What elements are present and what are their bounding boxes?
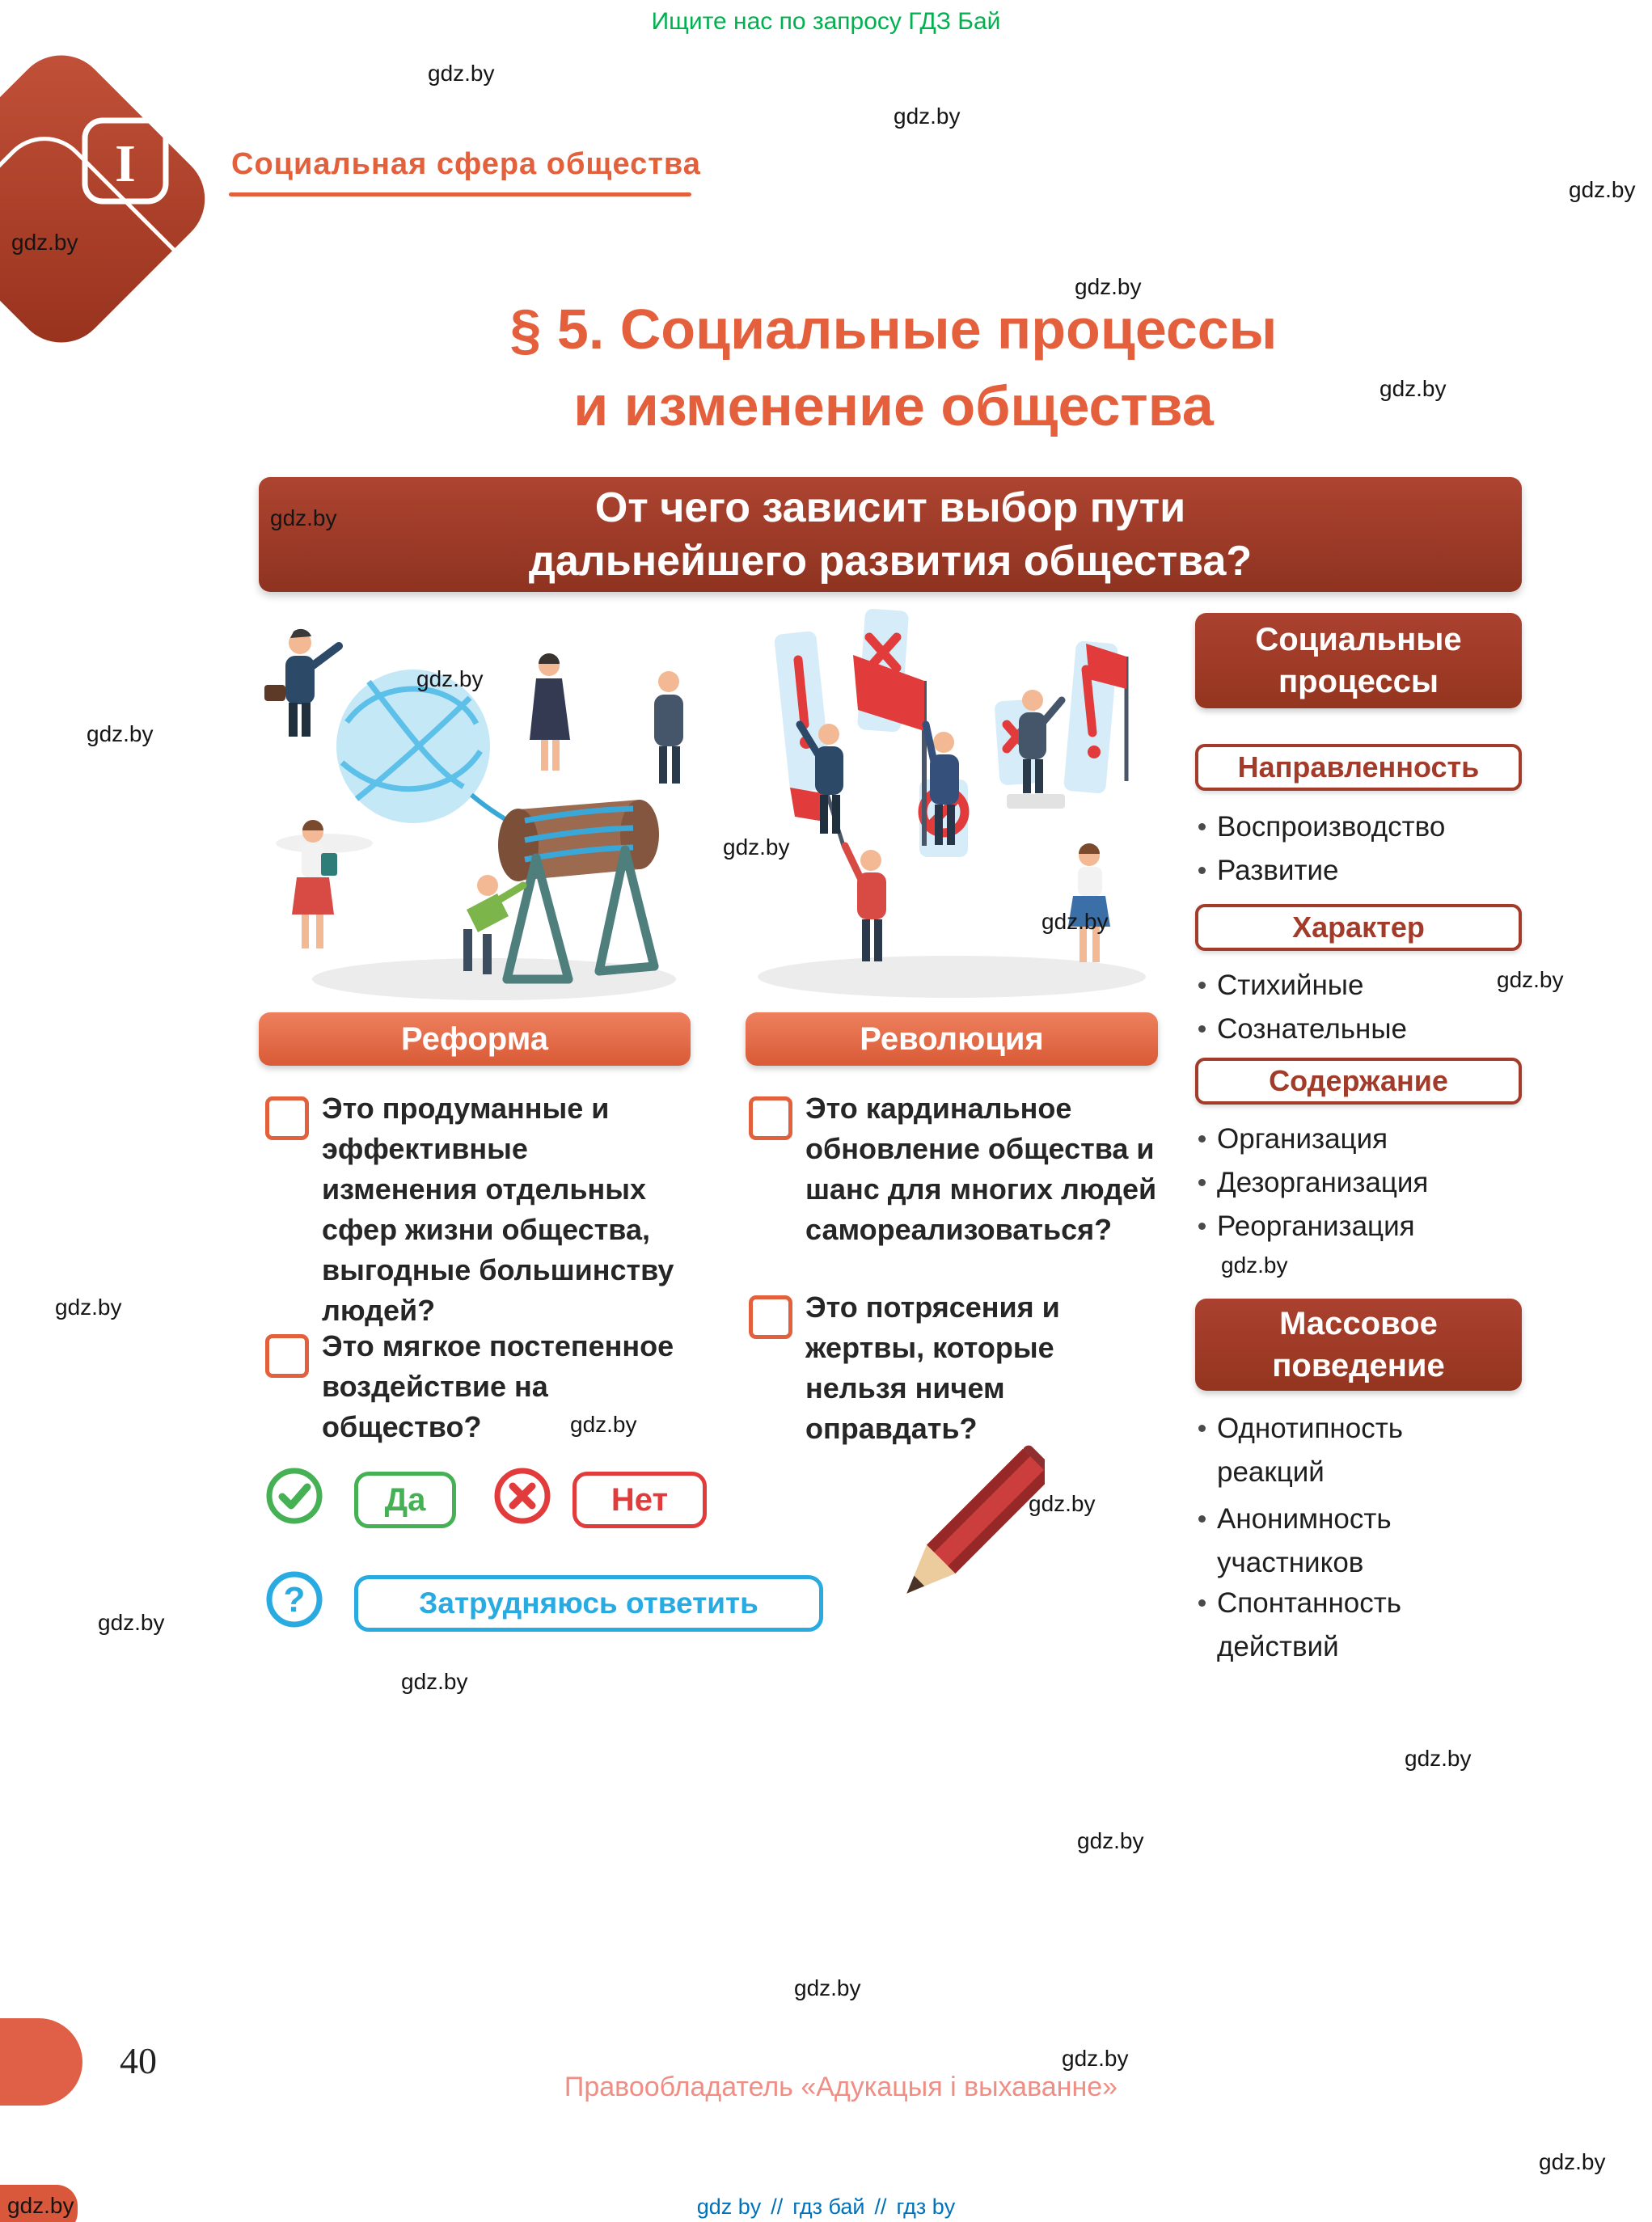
list-item [1198,1582,1514,1669]
figure-woman-dress [530,653,570,771]
watermark: gdz.by [794,1975,861,2000]
question-banner [259,477,1522,592]
watermark: gdz.by [1029,1491,1096,1516]
question-banner-line1: От чего зависит выбор пути [594,484,1186,531]
list-item-label: Сознательные [1217,1013,1407,1045]
list-item-label: Стихийные [1217,969,1364,1001]
footer-link-2[interactable]: гдз бай [792,2195,865,2219]
watermark: gdz.by [1041,909,1109,934]
watermark: gdz.by [1497,967,1564,992]
watermark: gdz.by [1569,177,1636,202]
revolution-illustration [740,603,1164,1012]
check-icon [264,1465,325,1527]
list-item [1198,1161,1514,1205]
watermark: gdz.by [894,103,961,129]
list-item-label: Воспроизводство [1217,811,1446,843]
list-item-label: Дезорганизация [1217,1167,1429,1198]
list-item [1198,1205,1514,1248]
chapter-badge [0,29,234,417]
list-item [1198,1117,1514,1161]
revolution-header: Революция [746,1012,1158,1066]
sidebar-section-content: Содержание [1195,1058,1522,1105]
footer-link-3[interactable]: гдз by [896,2195,956,2219]
watermark: gdz.by [1062,2046,1129,2071]
list-item [1198,849,1514,893]
question-banner-line2: дальнейшего развития общества? [528,538,1253,585]
watermark: gdz.by [723,834,790,860]
bullet-icon [1198,1599,1206,1607]
watermark: gdz.by [1221,1253,1288,1278]
svg-text:?: ? [283,1580,306,1620]
list-item-label: Реорганизация [1217,1210,1415,1242]
list-item-label: Однотипность реакций [1217,1413,1403,1488]
footer-link-1[interactable]: gdz by [696,2195,762,2219]
revolution-question-1-checkbox[interactable] [749,1096,792,1140]
pencil-illustration [883,1441,1045,1643]
footer-separator: // [874,2195,887,2219]
reform-question-1-checkbox[interactable] [265,1096,309,1140]
figure-man-vest [654,671,683,784]
list-item [1198,805,1514,849]
cross-icon [492,1465,553,1527]
watermark: gdz.by [570,1412,637,1437]
list-item-label: Организация [1217,1123,1388,1155]
reform-question-1-text: Это продуманные и эффективные изменения отдельных сфер жизни общества, выгодные большинству людей? [322,1092,674,1327]
watermark: gdz.by [270,505,337,530]
bullet-icon [1198,1135,1206,1143]
paragraph-title [259,291,1528,445]
watermark: gdz.by [1075,274,1142,299]
paragraph-title-line1: § 5. Социальные процессы [509,298,1278,361]
figure-protester-3 [845,846,886,961]
sidebar-box-social-processes: Социальные процессы [1195,613,1522,708]
watermark: gdz.by [1077,1828,1144,1853]
chapter-badge-numeral: I [115,134,136,193]
bullet-icon [1198,982,1206,989]
list-item-label: Спонтанность действий [1217,1587,1402,1662]
page-number-tab [0,2018,82,2106]
revolution-question-1-text: Это кардинальное обновление общества и шанс для многих людей самореализоваться? [805,1092,1157,1246]
sidebar-box-mass-behavior: Массовое поведение [1195,1299,1522,1391]
revolution-question-2-text: Это потрясения и жертвы, которые нельзя ничем оправдать? [805,1291,1060,1445]
watermark: gdz.by [1539,2149,1606,2174]
promo-banner: Ищите нас по запросу ГДЗ Бай [651,8,1001,35]
watermark: gdz.by [98,1610,165,1635]
reform-question-2-text: Это мягкое постепенное воздействие на общество? [322,1329,674,1443]
figure-protester-4 [1068,843,1110,962]
reform-question-2-checkbox[interactable] [265,1334,309,1378]
reform-header: Реформа [259,1012,691,1066]
page-number: 40 [120,2040,157,2081]
watermark: gdz.by [416,666,484,691]
bullet-icon [1198,1425,1206,1432]
bullet-icon [1198,1223,1206,1230]
question-mark-icon [264,1569,325,1630]
reform-illustration [251,601,712,1013]
chapter-title: Социальная сфера общества [231,147,701,181]
bullet-icon [1198,1515,1206,1523]
footer-links [0,2195,1652,2220]
list-item [1198,1498,1514,1585]
copyright-text: Правообладатель «Адукацыя і выхаванне» [564,2072,1118,2102]
revolution-question-2-checkbox[interactable] [749,1295,792,1339]
list-item [1198,964,1514,1008]
sidebar-section-character: Характер [1195,904,1522,951]
list-item [1198,1008,1514,1051]
list-item [1198,1407,1514,1494]
paragraph-title-line2: и изменение общества [573,374,1214,437]
bullet-icon [1198,1179,1206,1186]
watermark: gdz.by [428,61,495,86]
unsure-button[interactable]: Затрудняюсь ответить [354,1575,823,1632]
watermark: gdz.by [87,721,154,746]
watermark: gdz.by [11,230,78,255]
chapter-underline [229,192,691,196]
list-item-label: Анонимность участников [1217,1503,1392,1578]
watermark: gdz.by [1379,376,1447,401]
no-button[interactable]: Нет [572,1472,707,1528]
footer-separator: // [771,2195,784,2219]
bullet-icon [1198,867,1206,874]
sidebar-section-direction: Направленность [1195,744,1522,791]
watermark: gdz.by [1405,1746,1472,1771]
bullet-icon [1198,823,1206,830]
figure-businessman [264,629,339,737]
watermark: gdz.by [401,1669,468,1694]
watermark: gdz.by [7,2193,74,2218]
list-item-label: Развитие [1217,855,1339,886]
bullet-icon [1198,1025,1206,1033]
watermark: gdz.by [55,1295,122,1320]
yes-button[interactable]: Да [354,1472,456,1528]
